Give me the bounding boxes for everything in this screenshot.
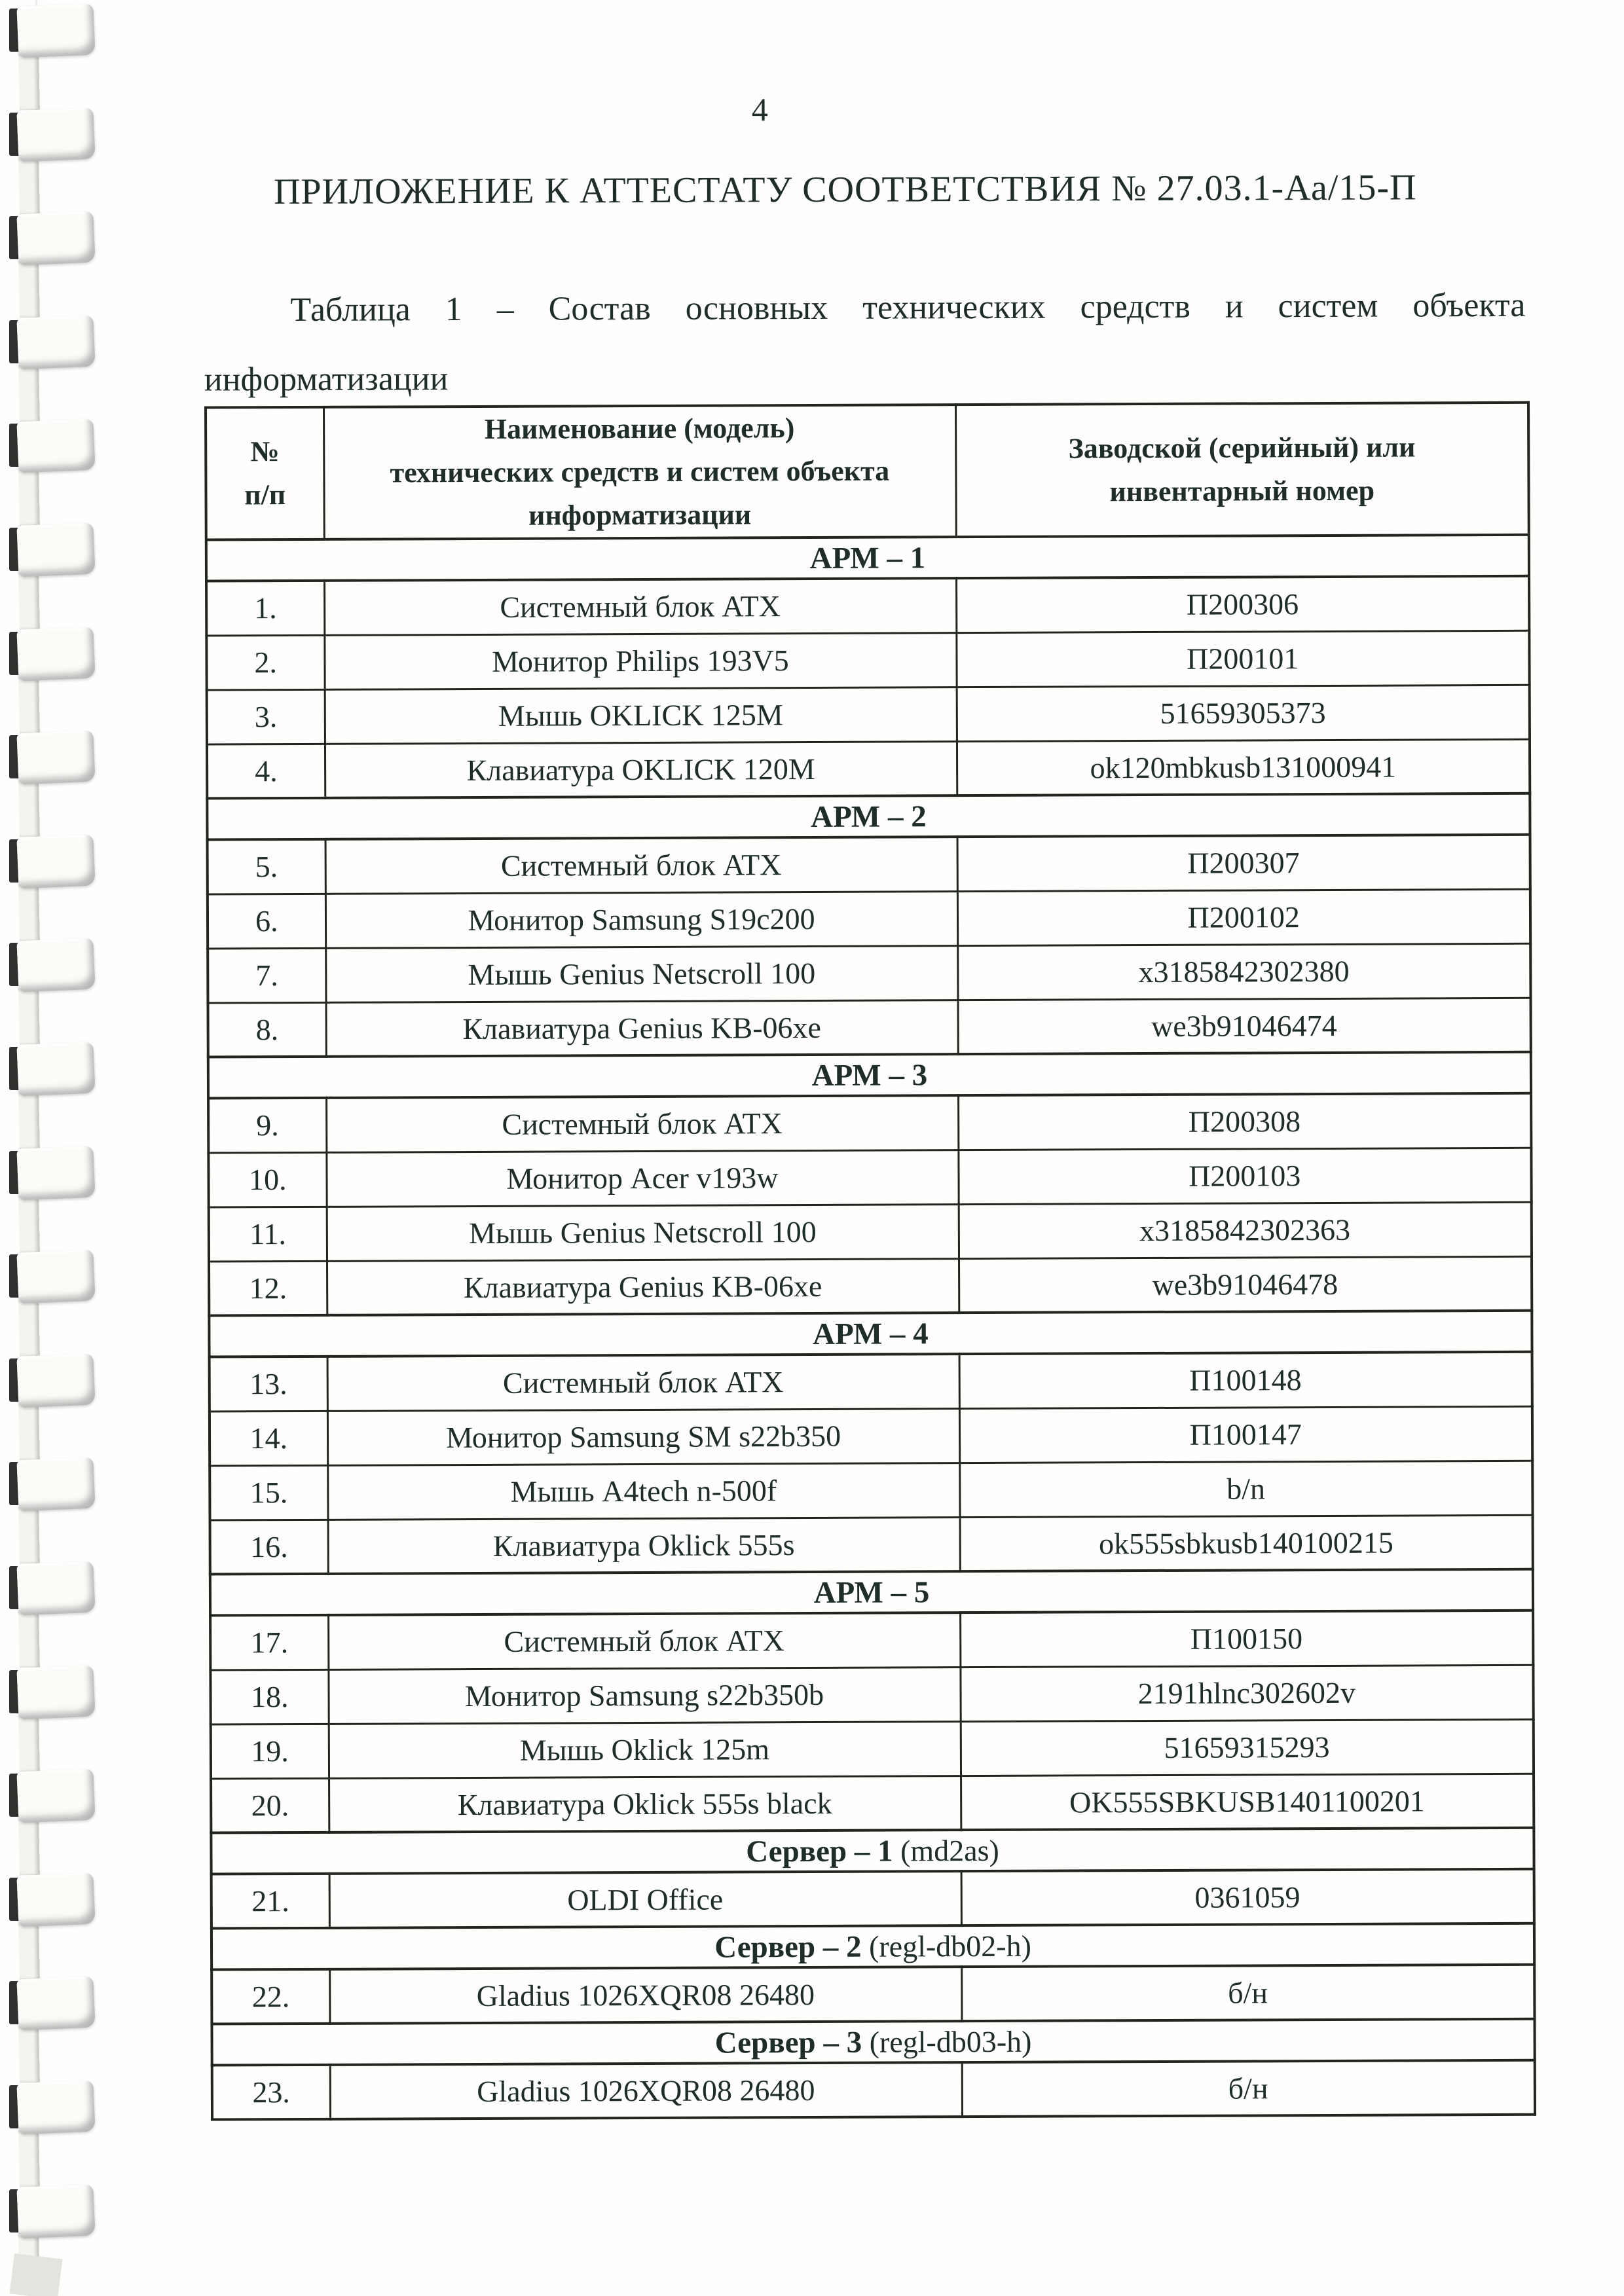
row-name-cell: Монитор Samsung s22b350b (328, 1667, 960, 1724)
row-serial-cell: П100147 (959, 1406, 1532, 1463)
row-num-cell: 9. (208, 1098, 326, 1153)
row-name-cell: Клавиатура Oklick 555s black (329, 1776, 961, 1832)
row-serial-cell: П200308 (958, 1093, 1531, 1150)
row-serial-cell: ok120mbkusb131000941 (957, 739, 1530, 795)
row-num-cell: 15. (210, 1465, 327, 1520)
row-num-cell: 12. (209, 1261, 327, 1316)
row-serial-cell: б/н (962, 2060, 1535, 2117)
row-name-cell: Gladius 1026XQR08 26480 (329, 1967, 961, 2024)
row-num-cell: 23. (212, 2065, 330, 2120)
row-num-cell: 14. (210, 1411, 327, 1466)
row-num-cell: 7. (208, 948, 325, 1003)
row-serial-cell: we3b91046478 (959, 1256, 1532, 1313)
row-name-cell: OLDI Office (329, 1871, 961, 1928)
table-row (210, 1352, 1532, 1412)
row-num-cell: 5. (208, 839, 325, 894)
document-title: ПРИЛОЖЕНИЕ К АТТЕСТАТУ СООТВЕТСТВИЯ № 27.03.1-Аа/15-П (273, 167, 1417, 213)
section-row (207, 793, 1530, 840)
row-serial-cell: 2191hlnc302602v (960, 1665, 1533, 1721)
table-row (210, 1611, 1533, 1670)
row-serial-cell: П200102 (957, 889, 1530, 945)
table-row (208, 998, 1530, 1057)
row-num-cell: 1. (206, 581, 324, 636)
table-row (212, 2060, 1535, 2120)
intro-line-2: информатизации (204, 360, 449, 399)
row-name-cell: Системный блок ATX (324, 578, 956, 635)
table-row (209, 1256, 1532, 1316)
section-label-cell (207, 793, 1530, 840)
row-name-cell: Монитор Philips 193V5 (324, 632, 956, 689)
section-note: (md2as) (893, 1833, 999, 1868)
row-name-cell: Системный блок ATX (327, 1354, 959, 1411)
row-serial-cell: x3185842302380 (957, 943, 1530, 1000)
row-num-cell: 11. (209, 1207, 327, 1262)
row-num-cell: 17. (210, 1615, 328, 1670)
row-num-cell: 18. (210, 1669, 328, 1724)
row-name-cell: Монитор Acer v193w (326, 1150, 958, 1207)
section-label: АРМ – 1 (809, 540, 926, 575)
table-row (210, 1461, 1532, 1520)
section-note: (regl-db03-h) (862, 2024, 1032, 2059)
row-num-cell: 2. (206, 635, 324, 690)
row-num-cell: 19. (211, 1724, 329, 1779)
equipment-table-body (206, 535, 1535, 2120)
row-name-cell: Мышь Genius Netscroll 100 (327, 1204, 959, 1261)
row-serial-cell: П100148 (959, 1352, 1532, 1408)
table-row (208, 943, 1530, 1003)
row-serial-cell: П200101 (956, 630, 1529, 687)
row-num-cell: 16. (210, 1520, 328, 1575)
row-name-cell: Системный блок ATX (326, 1095, 958, 1152)
intro-paragraph (204, 271, 1526, 415)
section-label-cell (208, 1052, 1531, 1099)
section-row (206, 535, 1529, 581)
section-label-cell (212, 1923, 1534, 1970)
section-note: (regl-db02-h) (861, 1929, 1031, 1963)
intro-line-1: Таблица 1 – Состав основных технических средств и систем объекта (290, 286, 1526, 329)
section-row (212, 2019, 1534, 2066)
section-row (210, 1569, 1533, 1616)
row-serial-cell: OK555SBKUSB1401100201 (961, 1774, 1534, 1830)
row-serial-cell: П100150 (960, 1611, 1533, 1667)
row-serial-cell: 51659305373 (957, 685, 1530, 741)
table-row (209, 1202, 1532, 1262)
row-serial-cell: b/n (959, 1461, 1532, 1517)
section-label: АРМ – 3 (811, 1057, 928, 1093)
section-label: Сервер – 3 (714, 2025, 862, 2060)
row-name-cell: Монитор Samsung SM s22b350 (327, 1408, 959, 1465)
table-row (208, 1148, 1531, 1207)
row-name-cell: Клавиатура OKLICK 120M (325, 741, 957, 798)
row-num-cell: 6. (208, 894, 325, 949)
table-row (210, 1406, 1532, 1466)
table-row (207, 685, 1530, 744)
row-serial-cell: П200306 (956, 576, 1529, 632)
row-num-cell: 10. (208, 1152, 326, 1207)
section-label: АРМ – 2 (810, 799, 927, 834)
row-serial-cell: б/н (961, 1965, 1534, 2021)
row-serial-cell: П200307 (957, 835, 1530, 891)
row-name-cell: Клавиатура Genius KB-06xe (327, 1258, 959, 1315)
row-serial-cell: ok555sbkusb140100215 (960, 1515, 1533, 1571)
table-row (212, 1965, 1534, 2024)
table-header-row (206, 403, 1529, 540)
table-row (206, 630, 1529, 690)
header-name-column: Наименование (модель) технических средств и систем объекта информатизации (323, 405, 956, 539)
table-row (207, 739, 1530, 799)
row-name-cell: Монитор Samsung S19c200 (325, 891, 957, 948)
section-label: АРМ – 4 (813, 1316, 929, 1351)
table-row (208, 889, 1530, 949)
page-number: 4 (751, 91, 768, 128)
section-label: Сервер – 1 (746, 1834, 893, 1868)
section-label-cell (211, 1828, 1534, 1874)
row-num-cell: 3. (207, 689, 325, 744)
row-num-cell: 22. (212, 1969, 329, 2024)
table-row (212, 1869, 1534, 1929)
row-name-cell: Мышь Oklick 125m (329, 1721, 961, 1778)
table-row (211, 1719, 1534, 1779)
table-row (206, 576, 1529, 636)
equipment-table (204, 401, 1536, 2121)
section-label-cell (210, 1569, 1533, 1616)
row-name-cell: Мышь A4tech n-500f (327, 1463, 959, 1520)
row-serial-cell: 51659315293 (961, 1719, 1534, 1776)
section-row (209, 1311, 1532, 1357)
section-label-cell (209, 1311, 1532, 1357)
section-label-cell (212, 2019, 1534, 2066)
table-row (208, 1093, 1531, 1153)
row-serial-cell: x3185842302363 (959, 1202, 1532, 1258)
row-name-cell: Системный блок ATX (328, 1613, 960, 1669)
row-num-cell: 21. (212, 1874, 329, 1929)
section-label: АРМ – 5 (813, 1575, 930, 1610)
section-row (211, 1828, 1534, 1874)
section-row (208, 1052, 1531, 1099)
table-row (208, 835, 1530, 894)
section-label-cell (206, 535, 1529, 581)
row-num-cell: 8. (208, 1002, 325, 1057)
row-name-cell: Клавиатура Oklick 555s (328, 1517, 960, 1574)
row-name-cell: Системный блок ATX (325, 837, 957, 894)
section-row (212, 1923, 1534, 1970)
row-num-cell: 20. (211, 1778, 329, 1833)
row-name-cell: Gladius 1026XQR08 26480 (330, 2062, 962, 2119)
table-row (210, 1515, 1533, 1575)
row-serial-cell: П200103 (958, 1148, 1531, 1204)
table-row (211, 1774, 1534, 1833)
row-name-cell: Мышь OKLICK 125M (325, 687, 957, 744)
row-num-cell: 4. (207, 744, 325, 799)
section-label: Сервер – 2 (714, 1929, 862, 1965)
header-num-column: № п/п (206, 407, 324, 540)
row-name-cell: Мышь Genius Netscroll 100 (325, 945, 957, 1002)
row-serial-cell: 0361059 (961, 1869, 1534, 1925)
row-name-cell: Клавиатура Genius KB-06xe (325, 1000, 957, 1057)
table-row (210, 1665, 1533, 1724)
row-serial-cell: we3b91046474 (957, 998, 1530, 1054)
header-serial-column: Заводской (серийный) или инвентарный номер (955, 403, 1529, 537)
row-num-cell: 13. (210, 1357, 327, 1412)
